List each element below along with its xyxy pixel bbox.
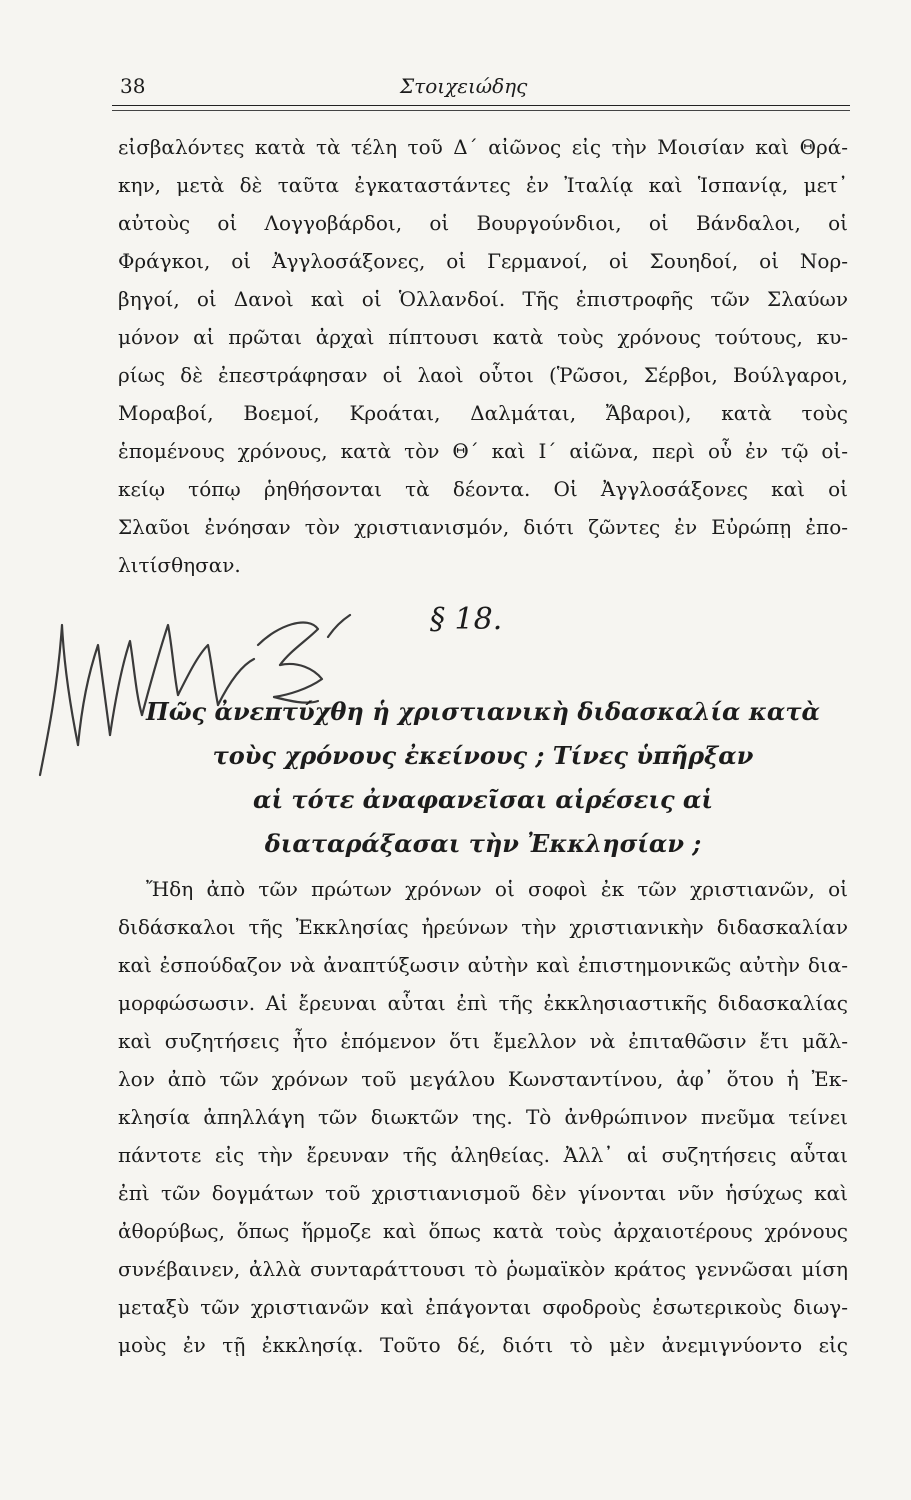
text-line: μόνον αἱ πρῶται ἀρχαὶ πίπτουσι κατὰ τοὺς χρόνους τούτους, κυ- [118, 325, 848, 349]
text-line: κην, μετὰ δὲ ταῦτα ἐγκαταστάντες ἐν Ἰταλίᾳ καὶ Ἱσπανίᾳ, μετ᾽ [118, 173, 848, 197]
text-line: αὐτοὺς οἱ Λογγοβάρδοι, οἱ Βουργούνδιοι, οἱ Βάνδαλοι, οἱ [118, 211, 848, 235]
paragraph-continued [118, 128, 848, 584]
text-line: ρίως δὲ ἐπεστράφησαν οἱ λαοὶ οὗτοι (Ῥῶσοι, Σέρβοι, Βούλγαροι, [118, 363, 848, 387]
text-line: ἑπομένους χρόνους, κατὰ τὸν Θ΄ καὶ Ι΄ αἰῶνα, περὶ οὗ ἐν τῷ οἰ- [118, 439, 848, 463]
text-line: Ἤδη ἀπὸ τῶν πρώτων χρόνων οἱ σοφοὶ ἐκ τῶν χριστιανῶν, οἱ [146, 877, 848, 901]
text-line: διδάσκαλοι τῆς Ἐκκλησίας ἠρεύνων τὴν χριστιανικὴν διδασκαλίαν [118, 915, 848, 939]
text-line: καὶ ἐσπούδαζον νὰ ἀναπτύξωσιν αὐτὴν καὶ ἐπιστημονικῶς αὐτὴν δια- [118, 953, 848, 977]
text-line: Σλαῦοι ἐνόησαν τὸν χριστιανισμόν, διότι ζῶντες ἐν Εὐρώπῃ ἐπο- [118, 515, 848, 539]
heading-line: τοὺς χρόνους ἐκείνους ; Τίνες ὑπῆρξαν [212, 741, 754, 770]
text-line: μοὺς ἐν τῇ ἐκκλησίᾳ. Τοῦτο δέ, διότι τὸ μὲν ἀνεμιγνύοντο εἰς [118, 1333, 848, 1357]
text-line: πάντοτε εἰς τὴν ἔρευναν τῆς ἀληθείας. Ἀλλ᾽ αἱ συζητήσεις αὗται [118, 1143, 848, 1167]
text-line: κείῳ τόπῳ ῥηθήσονται τὰ δέοντα. Οἱ Ἀγγλοσάξονες καὶ οἱ [118, 477, 848, 501]
section-heading [130, 690, 836, 866]
text-line: Φράγκοι, οἱ Ἀγγλοσάξονες, οἱ Γερμανοί, οἱ Σουηδοί, οἱ Νορ- [118, 249, 848, 273]
text-line: καὶ συζητήσεις ἦτο ἑπόμενον ὅτι ἔμελλον νὰ ἐπιταθῶσιν ἔτι μᾶλ- [118, 1029, 848, 1053]
text-line: ἐπὶ τῶν δογμάτων τοῦ χριστιανισμοῦ δὲν γίνονται νῦν ἡσύχως καὶ [118, 1181, 848, 1205]
text-line: λιτίσθησαν. [118, 553, 241, 577]
text-line: συνέβαινεν, ἀλλὰ συνταράττουσι τὸ ῥωμαϊκὸν κράτος γεννῶσαι μίση [118, 1257, 848, 1281]
heading-line: αἱ τότε ἀναφανεῖσαι αἱρέσεις αἱ [252, 785, 714, 814]
text-line: εἰσβαλόντες κατὰ τὰ τέλη τοῦ Δ΄ αἰῶνος εἰς τὴν Μοισίαν καὶ Θρά- [118, 135, 848, 159]
text-line: λον ἀπὸ τῶν χρόνων τοῦ μεγάλου Κωνσταντίνου, ἀφ᾽ ὅτου ἡ Ἐκ- [118, 1067, 848, 1091]
section-number: § 18. [430, 602, 503, 637]
heading-line: διαταράξασαι τὴν Ἐκκλησίαν ; [264, 829, 702, 858]
text-line: Μοραβοί, Βοεμοί, Κροάται, Δαλμάται, Ἄβαροι), κατὰ τοὺς [118, 401, 848, 425]
text-line: μεταξὺ τῶν χριστιανῶν καὶ ἐπάγονται σφοδροὺς ἐσωτερικοὺς διωγ- [118, 1295, 848, 1319]
paragraph-section-body [118, 870, 848, 1364]
heading-line: Πῶς ἀνεπτύχθη ἡ χριστιανικὴ διδασκαλία κατὰ [146, 697, 820, 726]
text-line: βηγοί, οἱ Δανοὶ καὶ οἱ Ὁλλανδοί. Τῆς ἐπιστροφῆς τῶν Σλαύων [118, 287, 848, 311]
text-line: κλησία ἀπηλλάγη τῶν διωκτῶν της. Τὸ ἀνθρώπινον πνεῦμα τείνει [118, 1105, 848, 1129]
running-head: Στοιχειώδης [400, 74, 528, 98]
text-line: ἀθορύβως, ὅπως ἥρμοζε καὶ ὅπως κατὰ τοὺς ἀρχαιοτέρους χρόνους [118, 1219, 848, 1243]
page-header [118, 72, 848, 102]
page-number: 38 [120, 74, 146, 98]
header-rule-secondary [112, 110, 850, 111]
text-line: μορφώσωσιν. Αἱ ἔρευναι αὗται ἐπὶ τῆς ἐκκλησιαστικῆς διδασκαλίας [118, 991, 848, 1015]
header-rule [112, 105, 850, 106]
